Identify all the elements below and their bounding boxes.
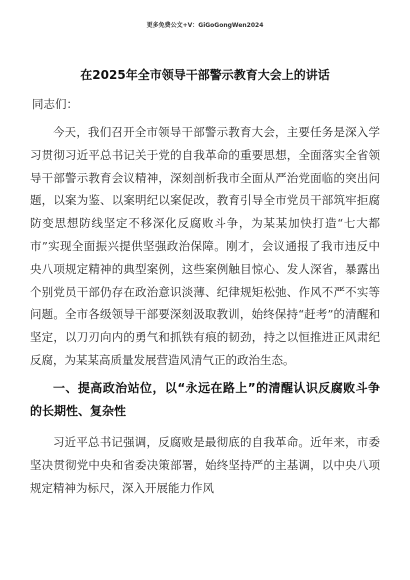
document-title: 在2025年全市领导干部警示教育大会上的讲话 [80, 68, 330, 82]
salutation: 同志们： [32, 97, 78, 111]
section-heading: 一、提高政治站位，以“永远在路上”的清醒认识反腐败斗争的长期性、复杂性 [30, 381, 380, 418]
header-note: 更多免费公文+V：GiGoGongWen2024 [146, 22, 264, 29]
body-paragraph: 习近平总书记强调，反腐败是最彻底的自我革命。近年来，市委坚决贯彻党中央和省委决策部署，始终坚持严的主基调，以中央八项规定精神为标尺，深入开展能力作风 [30, 435, 380, 495]
body-paragraph: 今天，我们召开全市领导干部警示教育大会，主要任务是深入学习贯彻习近平总书记关于党的自我革命的重要思想，全面落实全省领导干部警示教育会议精神，深刻剖析我市全面从严治党面临的突出问题，以案为鉴、以案明纪以案促改，教育引导全市党员干部筑牢拒腐防变思想防线坚定不移深化反腐败斗争，为某某加快打造“七大都市”实现全面振兴提供坚强政治保障。刚才，会议通报了我市违反中央八项规定精神的典型案例，这些案例触目惊心、发人深省，暴露出个别党员干部仍存在政治意识淡薄、纪律规矩松弛、作风不严不实等问题。全市各级领导干部要深刻汲取教训，始终保持“赶考”的清醒和坚定，以刀刃向内的勇气和抓铁有痕的韧劲，持之以恒推进正风肃纪反腐，为某某高质量发展营造风清气正的政治生态。 [30, 125, 380, 367]
